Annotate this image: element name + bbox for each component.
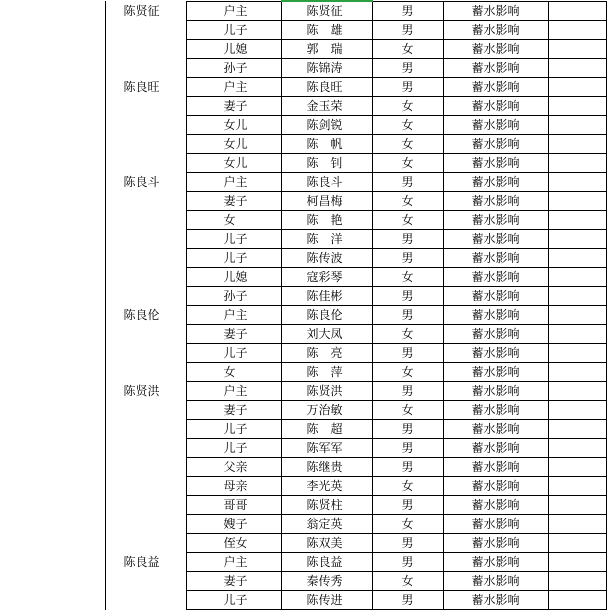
cell-impact[interactable]: 蓄水影响 xyxy=(443,401,548,420)
cell-impact[interactable]: 蓄水影响 xyxy=(443,154,548,173)
table-row xyxy=(0,382,606,401)
cell-head[interactable]: 陈贤洪 xyxy=(105,382,186,401)
cell-empty[interactable] xyxy=(548,192,606,211)
cell-impact[interactable]: 蓄水影响 xyxy=(443,268,548,287)
cell-empty[interactable] xyxy=(548,249,606,268)
cell-empty[interactable] xyxy=(548,477,606,496)
cell-impact[interactable]: 蓄水影响 xyxy=(443,363,548,382)
cell-head[interactable] xyxy=(105,192,186,211)
cell-empty[interactable] xyxy=(548,135,606,154)
table-row xyxy=(0,40,606,59)
row-gutter-cell[interactable] xyxy=(0,173,105,192)
cell-head[interactable] xyxy=(105,116,186,135)
row-gutter-cell[interactable] xyxy=(0,230,105,249)
cell-empty[interactable] xyxy=(548,306,606,325)
cell-rel[interactable]: 孙子 xyxy=(186,287,281,306)
table-row xyxy=(0,116,606,135)
cell-rel[interactable]: 哥哥 xyxy=(186,496,281,515)
cell-head[interactable]: 陈良益 xyxy=(105,553,186,572)
cell-sex[interactable]: 女 xyxy=(372,401,443,420)
cell-sex[interactable]: 男 xyxy=(372,173,443,192)
cell-rel[interactable]: 妻子 xyxy=(186,97,281,116)
cell-sex[interactable]: 女 xyxy=(372,477,443,496)
cell-empty[interactable] xyxy=(548,458,606,477)
cell-sex[interactable]: 女 xyxy=(372,116,443,135)
cell-rel[interactable]: 户主 xyxy=(186,78,281,97)
table-row xyxy=(0,249,606,268)
cell-name[interactable]: 秦传秀 xyxy=(281,572,372,591)
cell-sex[interactable]: 女 xyxy=(372,192,443,211)
cell-head[interactable] xyxy=(105,40,186,59)
cell-empty[interactable] xyxy=(548,230,606,249)
cell-sex[interactable]: 男 xyxy=(372,534,443,553)
cell-name[interactable]: 陈军军 xyxy=(281,439,372,458)
cell-rel[interactable]: 户主 xyxy=(186,382,281,401)
cell-impact[interactable]: 蓄水影响 xyxy=(443,553,548,572)
table-row xyxy=(0,21,606,40)
cell-head[interactable] xyxy=(105,21,186,40)
row-gutter-cell[interactable] xyxy=(0,344,105,363)
row-gutter-cell[interactable] xyxy=(0,306,105,325)
row-gutter-cell[interactable] xyxy=(0,591,105,610)
cell-sex[interactable]: 男 xyxy=(372,249,443,268)
cell-rel[interactable]: 户主 xyxy=(186,1,281,21)
cell-rel[interactable]: 母亲 xyxy=(186,477,281,496)
cell-name[interactable]: 郭 瑞 xyxy=(281,40,372,59)
table-row xyxy=(0,363,606,382)
cell-sex[interactable]: 男 xyxy=(372,306,443,325)
cell-impact[interactable]: 蓄水影响 xyxy=(443,97,548,116)
cell-empty[interactable] xyxy=(548,591,606,610)
cell-head[interactable] xyxy=(105,420,186,439)
row-gutter-cell[interactable] xyxy=(0,420,105,439)
cell-empty[interactable] xyxy=(548,287,606,306)
table-row xyxy=(0,154,606,173)
cell-sex[interactable]: 男 xyxy=(372,591,443,610)
cell-name[interactable]: 陈良伦 xyxy=(281,306,372,325)
cell-rel[interactable]: 儿子 xyxy=(186,591,281,610)
row-gutter-cell[interactable] xyxy=(0,477,105,496)
cell-sex[interactable]: 女 xyxy=(372,325,443,344)
cell-sex[interactable]: 男 xyxy=(372,1,443,21)
cell-head[interactable] xyxy=(105,230,186,249)
cell-name[interactable]: 陈 帆 xyxy=(281,135,372,154)
table-row xyxy=(0,572,606,591)
cell-impact[interactable]: 蓄水影响 xyxy=(443,477,548,496)
cell-sex[interactable]: 女 xyxy=(372,268,443,287)
cell-empty[interactable] xyxy=(548,401,606,420)
row-gutter-cell[interactable] xyxy=(0,534,105,553)
cell-head[interactable] xyxy=(105,515,186,534)
cell-empty[interactable] xyxy=(548,21,606,40)
cell-rel[interactable]: 妻子 xyxy=(186,325,281,344)
cell-name[interactable]: 金玉荣 xyxy=(281,97,372,116)
cell-head[interactable] xyxy=(105,154,186,173)
cell-empty[interactable] xyxy=(548,97,606,116)
row-gutter-cell[interactable] xyxy=(0,192,105,211)
cell-impact[interactable]: 蓄水影响 xyxy=(443,230,548,249)
cell-empty[interactable] xyxy=(548,211,606,230)
cell-sex[interactable]: 男 xyxy=(372,382,443,401)
cell-name[interactable]: 陈良旺 xyxy=(281,78,372,97)
cell-name[interactable]: 柯昌梅 xyxy=(281,192,372,211)
cell-impact[interactable]: 蓄水影响 xyxy=(443,21,548,40)
cell-name[interactable]: 陈贤洪 xyxy=(281,382,372,401)
cell-sex[interactable]: 男 xyxy=(372,420,443,439)
row-gutter-cell[interactable] xyxy=(0,515,105,534)
row-gutter-cell[interactable] xyxy=(0,287,105,306)
cell-name[interactable]: 陈良益 xyxy=(281,553,372,572)
cell-impact[interactable]: 蓄水影响 xyxy=(443,572,548,591)
cell-rel[interactable]: 儿媳 xyxy=(186,268,281,287)
cell-impact[interactable]: 蓄水影响 xyxy=(443,78,548,97)
cell-name[interactable]: 陈 超 xyxy=(281,420,372,439)
cell-impact[interactable]: 蓄水影响 xyxy=(443,382,548,401)
table-row xyxy=(0,306,606,325)
cell-rel[interactable]: 女儿 xyxy=(186,116,281,135)
cell-sex[interactable]: 男 xyxy=(372,553,443,572)
table-row xyxy=(0,97,606,116)
cell-name[interactable]: 陈传进 xyxy=(281,591,372,610)
cell-rel[interactable]: 儿子 xyxy=(186,230,281,249)
row-gutter-cell[interactable] xyxy=(0,78,105,97)
cell-rel[interactable]: 户主 xyxy=(186,173,281,192)
cell-impact[interactable]: 蓄水影响 xyxy=(443,135,548,154)
cell-sex[interactable]: 男 xyxy=(372,230,443,249)
row-gutter-cell[interactable] xyxy=(0,572,105,591)
table-row xyxy=(0,420,606,439)
cell-head[interactable] xyxy=(105,477,186,496)
table-row xyxy=(0,1,606,21)
cell-head[interactable] xyxy=(105,287,186,306)
table-row xyxy=(0,591,606,610)
table-row xyxy=(0,192,606,211)
cell-sex[interactable]: 女 xyxy=(372,135,443,154)
table-row xyxy=(0,59,606,78)
table-row xyxy=(0,534,606,553)
cell-rel[interactable]: 妻子 xyxy=(186,401,281,420)
cell-name[interactable]: 陈 艳 xyxy=(281,211,372,230)
cell-impact[interactable]: 蓄水影响 xyxy=(443,515,548,534)
cell-impact[interactable]: 蓄水影响 xyxy=(443,534,548,553)
cell-rel[interactable]: 儿子 xyxy=(186,344,281,363)
cell-impact[interactable]: 蓄水影响 xyxy=(443,496,548,515)
cell-name[interactable]: 陈传波 xyxy=(281,249,372,268)
table-row xyxy=(0,439,606,458)
cell-impact[interactable]: 蓄水影响 xyxy=(443,458,548,477)
table-row xyxy=(0,515,606,534)
table-row xyxy=(0,287,606,306)
cell-rel[interactable]: 女儿 xyxy=(186,135,281,154)
cell-impact[interactable]: 蓄水影响 xyxy=(443,287,548,306)
cell-name[interactable]: 陈双美 xyxy=(281,534,372,553)
cell-rel[interactable]: 户主 xyxy=(186,306,281,325)
cell-rel[interactable]: 儿子 xyxy=(186,249,281,268)
cell-empty[interactable] xyxy=(548,344,606,363)
row-gutter-cell[interactable] xyxy=(0,439,105,458)
cell-name[interactable]: 陈贤柱 xyxy=(281,496,372,515)
cell-empty[interactable] xyxy=(548,173,606,192)
cell-name[interactable]: 翁定英 xyxy=(281,515,372,534)
cell-head[interactable] xyxy=(105,496,186,515)
row-gutter-cell[interactable] xyxy=(0,21,105,40)
cell-rel[interactable]: 妻子 xyxy=(186,572,281,591)
row-gutter-cell[interactable] xyxy=(0,268,105,287)
row-gutter-cell[interactable] xyxy=(0,135,105,154)
cell-sex[interactable]: 女 xyxy=(372,154,443,173)
table-row xyxy=(0,173,606,192)
cell-name[interactable]: 陈良斗 xyxy=(281,173,372,192)
table-row xyxy=(0,135,606,154)
table-row xyxy=(0,230,606,249)
cell-rel[interactable]: 儿媳 xyxy=(186,40,281,59)
cell-head[interactable] xyxy=(105,363,186,382)
cell-name[interactable]: 刘大凤 xyxy=(281,325,372,344)
cell-sex[interactable]: 男 xyxy=(372,344,443,363)
cell-empty[interactable] xyxy=(548,1,606,21)
cell-head[interactable] xyxy=(105,325,186,344)
cell-name[interactable]: 陈 钊 xyxy=(281,154,372,173)
cell-empty[interactable] xyxy=(548,268,606,287)
row-gutter-cell[interactable] xyxy=(0,1,105,21)
cell-sex[interactable]: 男 xyxy=(372,496,443,515)
cell-sex[interactable]: 女 xyxy=(372,515,443,534)
cell-sex[interactable]: 女 xyxy=(372,363,443,382)
cell-name[interactable]: 陈 亮 xyxy=(281,344,372,363)
cell-head[interactable] xyxy=(105,534,186,553)
cell-sex[interactable]: 男 xyxy=(372,287,443,306)
cell-empty[interactable] xyxy=(548,439,606,458)
cell-sex[interactable]: 女 xyxy=(372,40,443,59)
cell-empty[interactable] xyxy=(548,59,606,78)
row-gutter-cell[interactable] xyxy=(0,249,105,268)
row-gutter-cell[interactable] xyxy=(0,458,105,477)
cell-head[interactable] xyxy=(105,401,186,420)
cell-empty[interactable] xyxy=(548,40,606,59)
cell-empty[interactable] xyxy=(548,496,606,515)
row-gutter-cell[interactable] xyxy=(0,40,105,59)
cell-head[interactable] xyxy=(105,211,186,230)
cell-name[interactable]: 陈锦涛 xyxy=(281,59,372,78)
cell-name[interactable]: 万治敏 xyxy=(281,401,372,420)
row-gutter-cell[interactable] xyxy=(0,59,105,78)
cell-impact[interactable]: 蓄水影响 xyxy=(443,420,548,439)
cell-empty[interactable] xyxy=(548,572,606,591)
cell-sex[interactable]: 男 xyxy=(372,439,443,458)
cell-sex[interactable]: 女 xyxy=(372,97,443,116)
cell-name[interactable]: 陈贤征 xyxy=(281,1,372,21)
table-row xyxy=(0,268,606,287)
cell-empty[interactable] xyxy=(548,515,606,534)
cell-empty[interactable] xyxy=(548,116,606,135)
cell-rel[interactable]: 妻子 xyxy=(186,192,281,211)
cell-impact[interactable]: 蓄水影响 xyxy=(443,591,548,610)
cell-head[interactable]: 陈良斗 xyxy=(105,173,186,192)
cell-head[interactable]: 陈贤征 xyxy=(105,1,186,21)
cell-sex[interactable]: 男 xyxy=(372,59,443,78)
row-gutter-cell[interactable] xyxy=(0,401,105,420)
cell-empty[interactable] xyxy=(548,325,606,344)
cell-sex[interactable]: 男 xyxy=(372,21,443,40)
cell-empty[interactable] xyxy=(548,154,606,173)
cell-rel[interactable]: 户主 xyxy=(186,553,281,572)
table-row xyxy=(0,477,606,496)
cell-name[interactable]: 陈继贵 xyxy=(281,458,372,477)
cell-rel[interactable]: 嫂子 xyxy=(186,515,281,534)
cell-impact[interactable]: 蓄水影响 xyxy=(443,116,548,135)
cell-head[interactable] xyxy=(105,59,186,78)
cell-impact[interactable]: 蓄水影响 xyxy=(443,173,548,192)
cell-head[interactable]: 陈良旺 xyxy=(105,78,186,97)
cell-head[interactable] xyxy=(105,572,186,591)
cell-rel[interactable]: 女 xyxy=(186,363,281,382)
cell-name[interactable]: 陈 萍 xyxy=(281,363,372,382)
cell-empty[interactable] xyxy=(548,553,606,572)
cell-head[interactable] xyxy=(105,458,186,477)
cell-name[interactable]: 陈佳彬 xyxy=(281,287,372,306)
cell-rel[interactable]: 儿子 xyxy=(186,21,281,40)
cell-head[interactable] xyxy=(105,97,186,116)
cell-impact[interactable]: 蓄水影响 xyxy=(443,439,548,458)
cell-sex[interactable]: 男 xyxy=(372,78,443,97)
cell-impact[interactable]: 蓄水影响 xyxy=(443,325,548,344)
cell-head[interactable] xyxy=(105,439,186,458)
row-gutter-cell[interactable] xyxy=(0,382,105,401)
table-row xyxy=(0,325,606,344)
cell-impact[interactable]: 蓄水影响 xyxy=(443,1,548,21)
cell-impact[interactable]: 蓄水影响 xyxy=(443,40,548,59)
cell-name[interactable]: 李光英 xyxy=(281,477,372,496)
cell-impact[interactable]: 蓄水影响 xyxy=(443,211,548,230)
cell-empty[interactable] xyxy=(548,382,606,401)
table-row xyxy=(0,78,606,97)
row-gutter-cell[interactable] xyxy=(0,211,105,230)
table-row xyxy=(0,344,606,363)
row-gutter-cell[interactable] xyxy=(0,363,105,382)
row-gutter-cell[interactable] xyxy=(0,496,105,515)
cell-empty[interactable] xyxy=(548,78,606,97)
cell-sex[interactable]: 女 xyxy=(372,211,443,230)
cell-sex[interactable]: 女 xyxy=(372,572,443,591)
cell-head[interactable] xyxy=(105,591,186,610)
cell-sex[interactable]: 男 xyxy=(372,458,443,477)
cell-rel[interactable]: 父亲 xyxy=(186,458,281,477)
cell-impact[interactable]: 蓄水影响 xyxy=(443,59,548,78)
cell-head[interactable] xyxy=(105,344,186,363)
cell-rel[interactable]: 女儿 xyxy=(186,154,281,173)
table-row xyxy=(0,458,606,477)
cell-empty[interactable] xyxy=(548,420,606,439)
cell-name[interactable]: 寇彩琴 xyxy=(281,268,372,287)
cell-impact[interactable]: 蓄水影响 xyxy=(443,249,548,268)
table-row xyxy=(0,211,606,230)
cell-rel[interactable]: 儿子 xyxy=(186,420,281,439)
cell-impact[interactable]: 蓄水影响 xyxy=(443,306,548,325)
row-gutter-cell[interactable] xyxy=(0,325,105,344)
cell-rel[interactable]: 侄女 xyxy=(186,534,281,553)
table-row xyxy=(0,401,606,420)
cell-impact[interactable]: 蓄水影响 xyxy=(443,344,548,363)
table-row xyxy=(0,553,606,572)
cell-empty[interactable] xyxy=(548,363,606,382)
cell-head[interactable]: 陈良伦 xyxy=(105,306,186,325)
cell-name[interactable]: 陈剑锐 xyxy=(281,116,372,135)
table-row xyxy=(0,496,606,515)
row-gutter-cell[interactable] xyxy=(0,116,105,135)
row-gutter-cell[interactable] xyxy=(0,553,105,572)
cell-head[interactable] xyxy=(105,249,186,268)
cell-empty[interactable] xyxy=(548,534,606,553)
cell-impact[interactable]: 蓄水影响 xyxy=(443,192,548,211)
row-gutter-cell[interactable] xyxy=(0,97,105,116)
cell-rel[interactable]: 孙子 xyxy=(186,59,281,78)
cell-head[interactable] xyxy=(105,268,186,287)
cell-rel[interactable]: 儿子 xyxy=(186,439,281,458)
cell-head[interactable] xyxy=(105,135,186,154)
cell-name[interactable]: 陈 洋 xyxy=(281,230,372,249)
cell-name[interactable]: 陈 雄 xyxy=(281,21,372,40)
cell-rel[interactable]: 女 xyxy=(186,211,281,230)
row-gutter-cell[interactable] xyxy=(0,154,105,173)
